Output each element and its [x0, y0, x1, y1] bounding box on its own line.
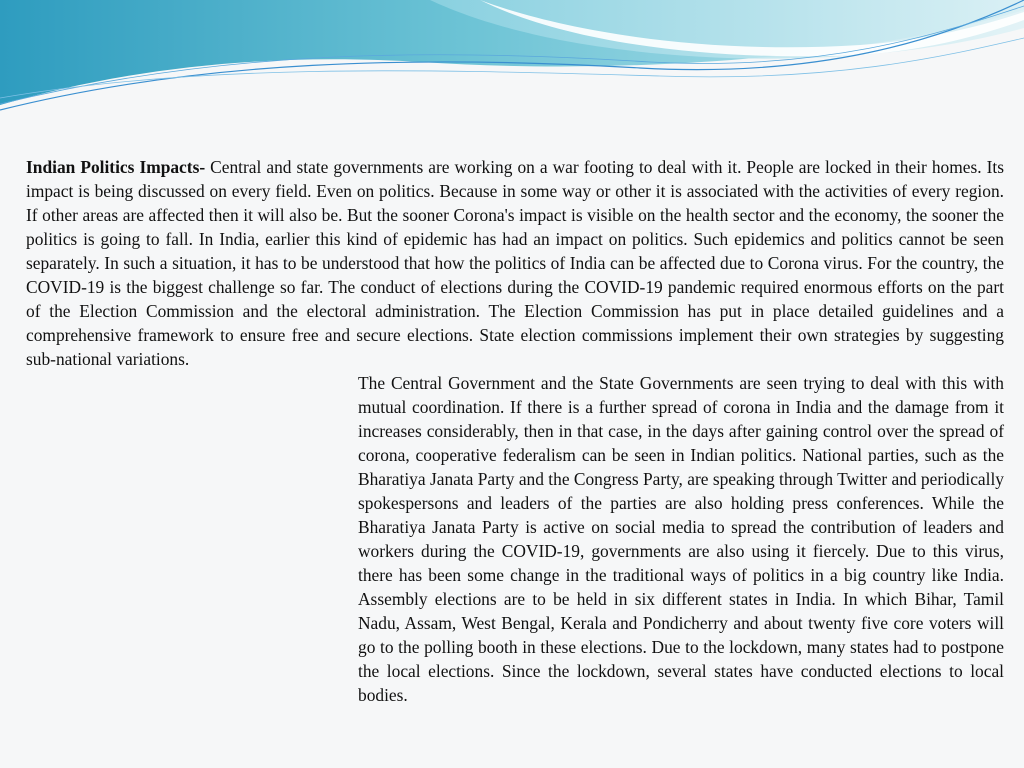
paragraph-2: The Central Government and the State Governments are seen trying to deal with this with mutual coordination. If there is a further spread of corona in India and the damage from it increases considerably, then in that case, in the days after gaining control over the spread of corona, cooperative federalism can be seen in Indian politics. National parties, such as the Bharatiya Janata Party and the Congress Party, are speaking through Twitter and periodically spokespersons and leaders of the parties are also holding press conferences. While the Bharatiya Janata Party is active on social media to spread the contribution of leaders and workers during the COVID-19, governments are also using it fiercely. Due to this virus, there has been some change in the traditional ways of politics in a big country like India. Assembly elections are to be held in six different states in India. In which Bihar, Tamil Nadu, Assam, West Bengal, Kerala and Pondicherry and about twenty five core voters will go to the polling booth in these elections. Due to the lockdown, many states had to postpone the local elections. Since the lockdown, several states have conducted elections to local bodies. — [358, 373, 1004, 705]
header-wave-decoration — [0, 0, 1024, 120]
paragraph-1-text: Central and state governments are working on a war footing to deal with it. People are locked in their homes. Its impact is being discussed on every field. Even on politics. Because in some way or other it is associated with the activities of every region. If other areas are affected then it will also be. But the sooner Corona's impact is visible on the health sector and the economy, the sooner the politics is going to fall. In India, earlier this kind of epidemic has had an impact on politics. Such epidemics and politics cannot be seen separately. In such a situation, it has to be understood that how the politics of India can be affected due to Corona virus. For the country, the COVID-19 is the biggest challenge so far. The conduct of elections during the COVID-19 pandemic required enormous efforts on the part of the Election Commission and the electoral administration. The Election Commission has put in place detailed guidelines and a comprehensive framework to ensure free and secure elections. State election commissions implement their own strategies by suggesting sub-national variations. — [26, 157, 1004, 369]
paragraph-1 — [26, 155, 1004, 371]
paragraph-1-lead: Indian Politics Impacts- — [26, 157, 206, 177]
slide-body-text — [26, 155, 1004, 707]
